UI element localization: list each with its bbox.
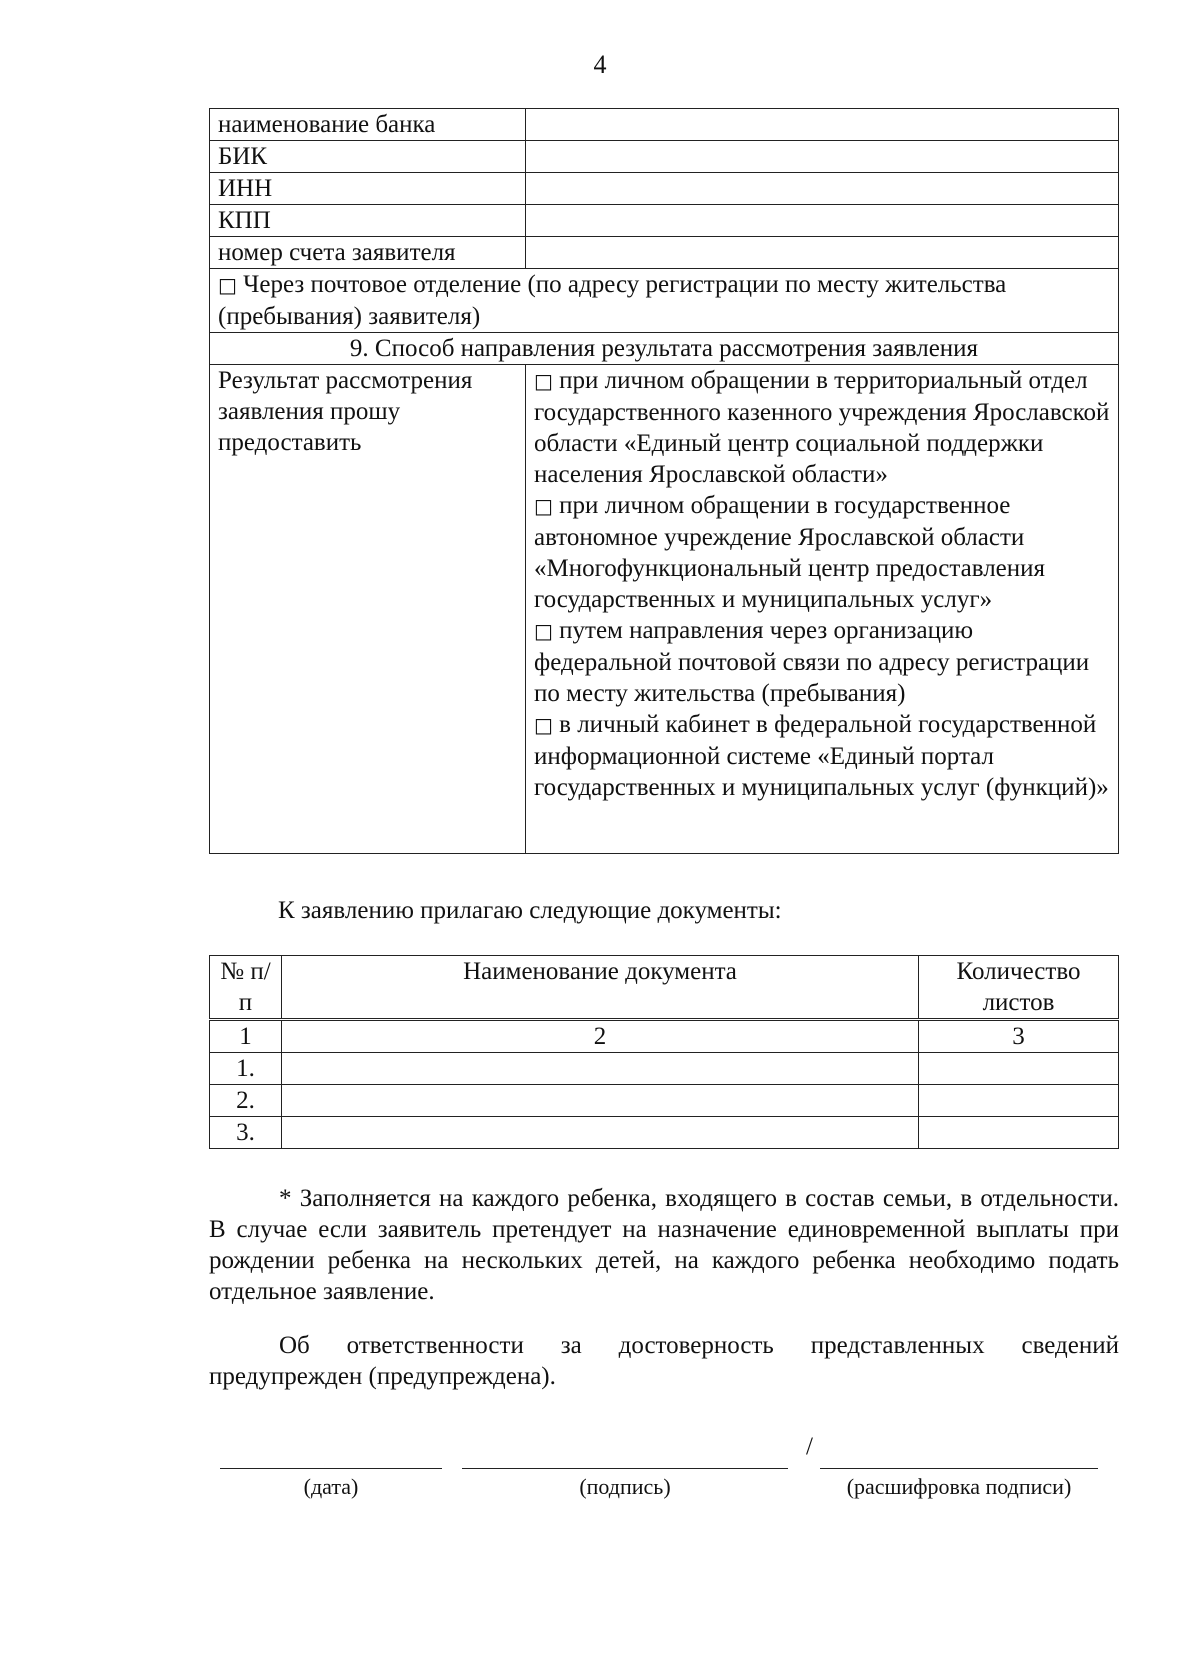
delivery-option [534,365,1110,490]
inn-field[interactable] [526,173,1119,205]
bik-field[interactable] [526,141,1119,173]
row-number: 2. [210,1085,282,1117]
row-label: КПП [210,205,526,237]
table-row [210,173,1119,205]
row-label: номер счета заявителя [210,237,526,269]
column-number: 3 [919,1020,1119,1053]
table-row [210,269,1119,333]
table-header-row [210,956,1119,1020]
row-number: 1. [210,1053,282,1085]
responsibility-paragraph: Об ответственности за достоверность представленных сведений предупрежден (предупреждена). [209,1332,1119,1390]
delivery-options [526,365,1119,854]
header-name: Наименование документа [282,956,919,1020]
page-number: 4 [593,50,607,79]
signature-line[interactable] [462,1468,788,1469]
document-name-field[interactable] [282,1053,919,1085]
table-row [210,141,1119,173]
row-number: 3. [210,1117,282,1149]
row-label: ИНН [210,173,526,205]
column-number: 2 [282,1020,919,1053]
row-label: БИК [210,141,526,173]
bank-details-table [209,108,1119,854]
postal-option-text: Через почтовое отделение (по адресу регистрации по месту жительства (пребывания) заявителя) [218,271,1007,330]
delivery-option-text: при личном обращении в территориальный отдел государственного казенного учреждения Ярославской области «Единый центр социальной поддержки населения Ярославской области» [534,367,1110,488]
date-line[interactable] [220,1468,442,1469]
account-number-field[interactable] [526,237,1119,269]
date-label: (дата) [303,1474,359,1499]
column-number: 1 [210,1020,282,1053]
checkbox-icon[interactable]: □ [534,713,553,737]
document-name-field[interactable] [282,1117,919,1149]
delivery-option-text: при личном обращении в государственное автономное учреждение Ярославской области «Многофункциональный центр предоставления государственных и муниципальных услуг» [534,492,1046,613]
column-numbers-row [210,1020,1119,1053]
table-row [210,1085,1119,1117]
delivery-option-text: путем направления через организацию федеральной почтовой связи по адресу регистрации по месту жительства (пребывания) [534,617,1090,707]
documents-intro: К заявлению прилагаю следующие документы: [278,897,782,924]
row-label: наименование банка [210,109,526,141]
sheet-count-field[interactable] [919,1117,1119,1149]
delivery-option [534,709,1110,803]
table-row [210,205,1119,237]
note-paragraph: * Заполняется на каждого ребенка, входящего в состав семьи, в отдельности. В случае если заявитель претендует на назначение единовременной выплаты при рождении ребенка на нескольких детей, на каждого ребенка необходимо подать отдельное заявление. [209,1185,1119,1305]
sheet-count-field[interactable] [919,1085,1119,1117]
kpp-field[interactable] [526,205,1119,237]
header-count: Количество листов [919,956,1119,1020]
sign-label: (подпись) [579,1474,671,1499]
table-row [210,109,1119,141]
signature-separator: / [806,1433,813,1460]
table-row [210,333,1119,365]
table-row [210,365,1119,854]
document-name-field[interactable] [282,1085,919,1117]
delivery-option-text: в личный кабинет в федеральной государственной информационной системе «Единый портал государственных и муниципальных услуг (функций)» [534,711,1109,801]
bank-name-field[interactable] [526,109,1119,141]
section-title: 9. Способ направления результата рассмотрения заявления [210,333,1119,365]
result-label: Результат рассмотрения заявления прошу предоставить [210,365,526,854]
checkbox-icon[interactable]: □ [218,273,237,297]
decode-line[interactable] [820,1468,1098,1469]
decode-label: (расшифровка подписи) [846,1474,1072,1499]
postal-option [210,269,1119,333]
table-row [210,1053,1119,1085]
sheet-count-field[interactable] [919,1053,1119,1085]
table-row [210,1117,1119,1149]
documents-table [209,955,1119,1149]
checkbox-icon[interactable]: □ [534,619,553,643]
delivery-option [534,615,1110,709]
table-row [210,237,1119,269]
checkbox-icon[interactable]: □ [534,494,553,518]
header-num: № п/п [210,956,282,1020]
checkbox-icon[interactable]: □ [534,369,553,393]
delivery-option [534,490,1110,615]
